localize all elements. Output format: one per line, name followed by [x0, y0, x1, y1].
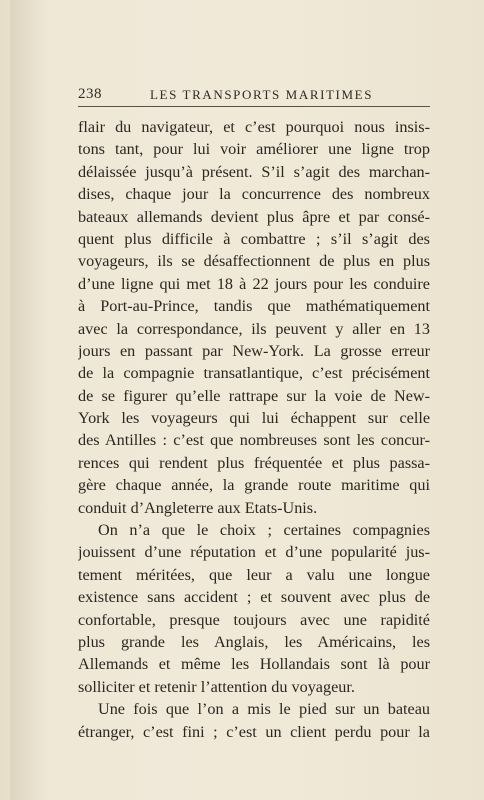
text-line: bateaux allemands devient plus âpre et par consé-	[78, 207, 430, 226]
body-text	[78, 116, 430, 743]
text-line: de se figurer qu’elle rattrape sur la voie de New-	[78, 386, 430, 405]
text-line: solliciter et retenir l’attention du voyageur.	[78, 677, 355, 696]
text-line: tement méritées, que leur a valu une longue	[78, 565, 430, 584]
page-edge-shading	[10, 0, 50, 800]
text-line: dises, chaque jour la concurrence des nombreux	[78, 185, 430, 204]
text-line: rences qui rendent plus fréquentée et plus passa-	[78, 453, 430, 472]
text-line: délaissée jusqu’à présent. S’il s’agit des marchan-	[78, 162, 430, 181]
text-line: à Port-au-Prince, tandis que mathématiquement	[78, 297, 430, 316]
running-title: LES TRANSPORTS MARITIMES	[150, 87, 374, 102]
text-line: Une fois que l’on a mis le pied sur un bateau	[98, 700, 430, 719]
text-line: gère chaque année, la grande route maritime qui	[78, 476, 430, 495]
text-line: existence sans accident ; et souvent avec plus de	[78, 588, 430, 607]
text-line: d’une ligne qui met 18 à 22 jours pour les conduire	[78, 274, 430, 293]
text-line: avec la correspondance, ils peuvent y aller en 13	[78, 319, 430, 338]
text-line: flair du navigateur, et c’est pourquoi nous insis-	[78, 118, 430, 136]
text-line: York les voyageurs qui lui échappent sur celle	[78, 409, 430, 428]
text-line: Allemands et même les Hollandais sont là pour	[78, 655, 430, 674]
page-header	[78, 86, 430, 106]
header-rule	[78, 106, 430, 107]
page-number: 238	[78, 86, 102, 102]
text-line: jouissent d’une réputation et d’une popularité jus-	[78, 543, 430, 562]
text-line: plus grande les Anglais, les Américains, les	[78, 632, 430, 651]
text-line: tons tant, pour lui voir améliorer une ligne trop	[78, 140, 430, 159]
text-line: étranger, c’est fini ; c’est un client perdu pour la	[78, 722, 430, 741]
text-line: On n’a que le choix ; certaines compagnies	[98, 521, 430, 540]
text-line: voyageurs, ils se désaffectionnent de plus en plus	[78, 252, 430, 271]
text-line: quent plus difficile à combattre ; s’il s’agit des	[78, 229, 430, 248]
text-line: de la compagnie transatlantique, c’est précisément	[78, 364, 430, 383]
text-line: jours en passant par New-York. La grosse erreur	[78, 341, 430, 360]
text-line: des Antilles : c’est que nombreuses sont les concur-	[78, 431, 430, 450]
text-line: confortable, presque toujours avec une rapidité	[78, 610, 430, 629]
text-line: conduit d’Angleterre aux Etats-Unis.	[78, 498, 318, 517]
